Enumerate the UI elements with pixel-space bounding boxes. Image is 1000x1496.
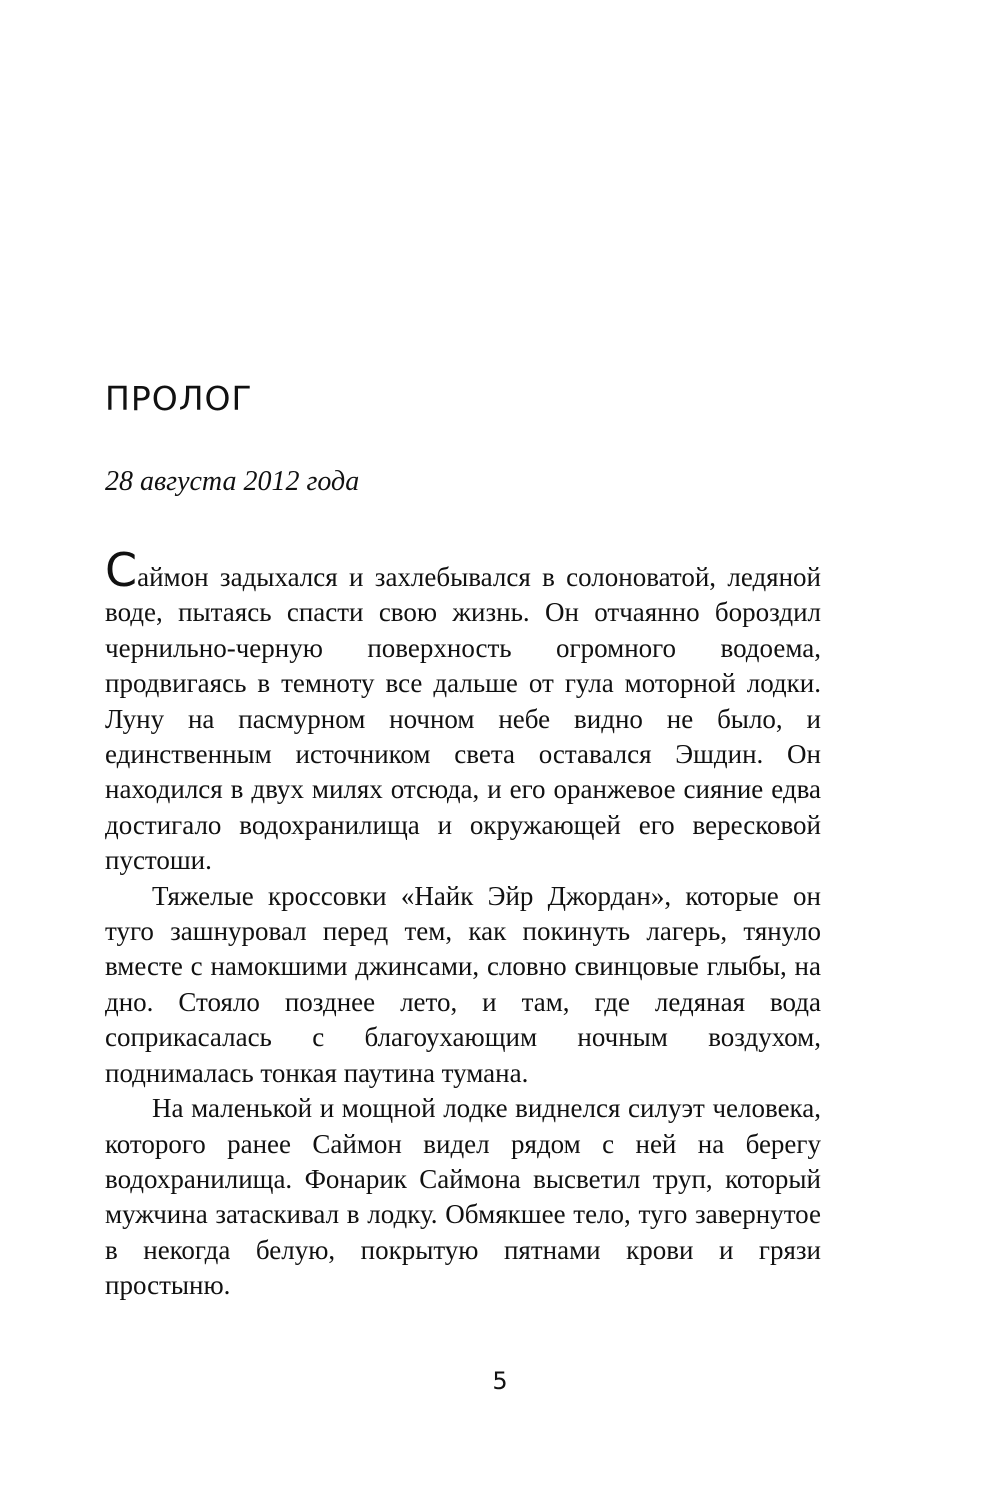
chapter-date: 28 августа 2012 года <box>105 466 360 497</box>
paragraph-text: аймон задыхался и захлебывался в солоноватой, ледяной воде, пытаясь спасти свою жизнь. Он отчаянно бороздил чернильно-черную поверхность огромного водоема, продвигаясь в темноту все дальше от гула моторной лодки. Луну на пасмурном ночном небе видно не было, и единственным источником света оставался Эшдин. Он находился в двух милях отсюда, и его оранжевое сияние едва достигало водохранилища и окружающей его вересковой пустоши. <box>105 562 821 876</box>
paragraph-text: Тяжелые кроссовки «Найк Эйр Джордан», которые он туго зашнуровал перед тем, как покинуть лагерь, тянуло вместе с намокшими джинсами, словно свинцовые глыбы, на дно. Стояло позднее лето, и там, где ледяная вода соприкасалась с благоухающим ночным воздухом, поднималась тонкая паутина тумана. <box>105 880 821 1088</box>
paragraph-text: На маленькой и мощной лодке виднелся силуэт человека, которого ранее Саймон видел рядом с ней на берегу водохранилища. Фонарик Саймона высветил труп, который мужчина затаскивал в лодку. Обмякшее тело, туго завернутое в некогда белую, покрытую пятнами крови и грязи простыню. <box>105 1093 821 1301</box>
chapter-title: ПРОЛОГ <box>105 379 253 418</box>
paragraph <box>105 1091 821 1303</box>
paragraph <box>105 879 821 1091</box>
body-text <box>105 543 821 1304</box>
drop-cap: С <box>105 543 138 597</box>
page-number: 5 <box>492 1367 508 1395</box>
paragraph <box>105 543 821 879</box>
